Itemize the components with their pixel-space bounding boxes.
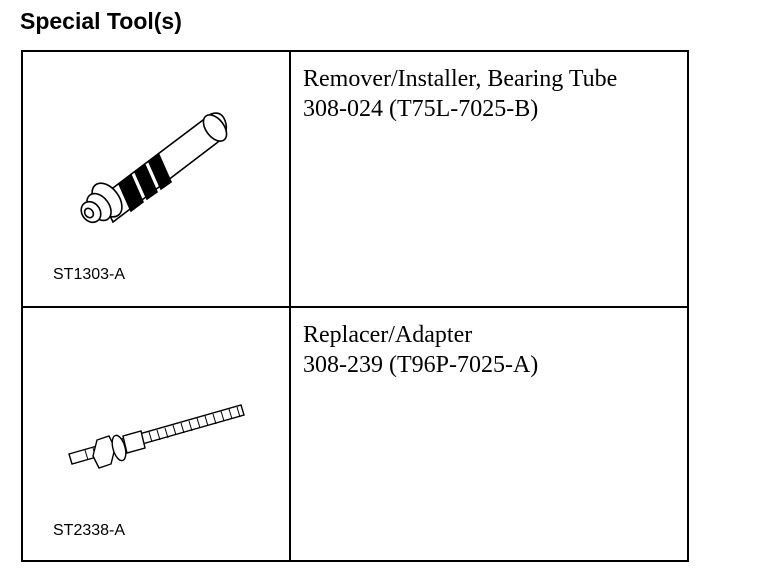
tool-description-cell — [291, 52, 687, 306]
tool-reference-code: ST1303-A — [53, 266, 126, 283]
tool-name: Remover/Installer, Bearing Tube — [303, 66, 618, 92]
tool-illustration-cell — [23, 308, 291, 560]
tool-illustration-cell — [23, 52, 291, 306]
special-tools-table — [21, 50, 689, 562]
tool-name: Replacer/Adapter — [303, 322, 473, 348]
tool-number: 308-239 (T96P-7025-A) — [303, 352, 539, 378]
table-row — [23, 308, 687, 560]
bearing-tube-remover-installer-icon — [23, 52, 289, 252]
threaded-rod-adapter-icon — [23, 308, 289, 508]
tool-number: 308-024 (T75L-7025-B) — [303, 96, 539, 122]
page-title: Special Tool(s) — [20, 8, 182, 34]
tool-reference-code: ST2338-A — [53, 522, 126, 539]
table-row — [23, 52, 687, 308]
tool-description-cell — [291, 308, 687, 560]
